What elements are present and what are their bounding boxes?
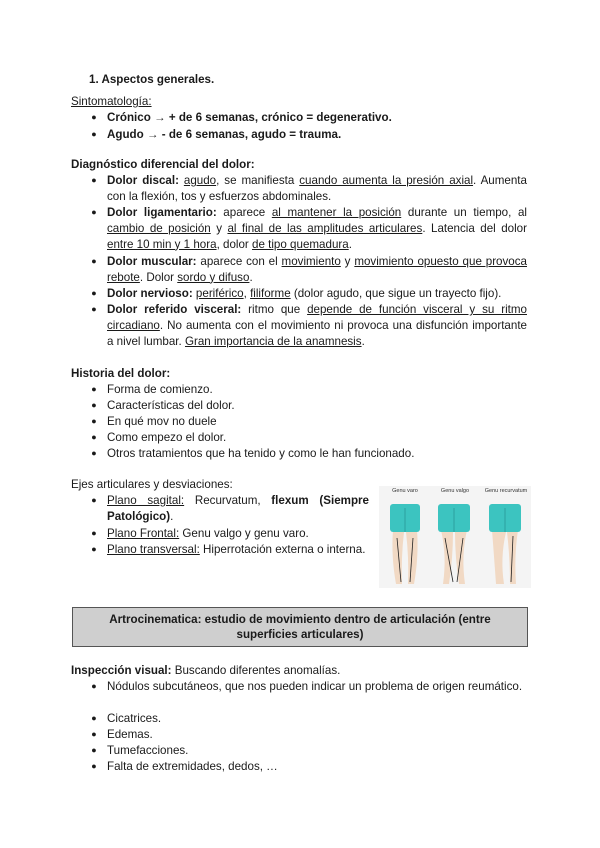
section-title: 1. Aspectos generales. [89,73,215,86]
historia-item: En qué mov no duele [107,415,217,428]
dolor-discal-item: Dolor discal: agudo, se manifiesta cuando aumenta la presión axial. Aumenta con la flexión, tos y esfuerzos abdominales. [107,174,527,203]
plano-transversal-label: Plano transversal: [107,543,200,556]
genu-recurvatum-drawing [489,504,521,584]
genu-valgo-drawing [438,504,470,584]
bullet-icon: ● [91,761,97,771]
plano-sagital-item: Plano sagital: Recurvatum, flexum (Siempre Patológico). [107,494,370,523]
inspeccion-item: Nódulos subcutáneos, que nos pueden indicar un problema de origen reumático. [107,680,523,693]
bullet-icon: ● [91,384,97,394]
bullet-icon: ● [91,112,97,122]
bullet-icon: ● [91,288,97,298]
bullet-icon: ● [91,256,97,266]
sintomatologia-label: Sintomatología: [71,95,152,108]
dolor-nervioso-label: Dolor nervioso: [107,287,193,300]
dolor-discal-label: Dolor discal: [107,174,179,187]
inspeccion-item: Falta de extremidades, dedos, … [107,760,278,773]
dolor-nervioso-item: Dolor nervioso: periférico, filiforme (dolor agudo, que sigue un trayecto fijo). [107,287,502,300]
inspeccion-item: Cicatrices. [107,712,162,725]
bullet-icon: ● [91,745,97,755]
genu-varo-drawing [390,504,420,584]
dolor-ligamentario-item: Dolor ligamentario: aparece al mantener la posición durante un tiempo, al cambio de posición y al final de las amplitudes articulares. Latencia del dolor entre 10 min y 1 hora, dolor de tipo quemadura. [107,206,527,251]
artrocinematica-heading: Artrocinematica: estudio de movimiento dentro de articulación (entre superficies articulares) [72,607,528,647]
dolor-visceral-item: Dolor referido visceral: ritmo que depende de función visceral y su ritmo circadiano. No aumenta con el movimiento ni provoca una disfunción importante a nivel lumbar. Gran importancia de la anamnesis. [107,303,527,348]
bullet-icon: ● [91,713,97,723]
bullet-icon: ● [91,129,97,139]
dolor-visceral-label: Dolor referido visceral: [107,303,242,316]
cronico-item: Crónico → + de 6 semanas, crónico = degenerativo. [107,111,392,124]
dolor-ligamentario-label: Dolor ligamentario: [107,206,217,219]
bullet-icon: ● [91,528,97,538]
historia-item: Características del dolor. [107,399,235,412]
legs-illustration [379,486,531,588]
inspeccion-item: Edemas. [107,728,153,741]
bullet-icon: ● [91,400,97,410]
bullet-icon: ● [91,681,97,691]
bullet-icon: ● [91,448,97,458]
bullet-icon: ● [91,416,97,426]
ejes-title: Ejes articulares y desviaciones: [71,478,233,491]
historia-item: Forma de comienzo. [107,383,213,396]
plano-frontal-label: Plano Frontal: [107,527,180,540]
historia-title: Historia del dolor: [71,367,171,380]
bullet-icon: ● [91,304,97,314]
bullet-icon: ● [91,432,97,442]
dolor-muscular-label: Dolor muscular: [107,255,197,268]
inspeccion-title: Inspección visual: Buscando diferentes anomalías. [71,664,341,677]
bullet-icon: ● [91,207,97,217]
inspeccion-item: Tumefacciones. [107,744,189,757]
diagnostico-title: Diagnóstico diferencial del dolor: [71,158,255,171]
bullet-icon: ● [91,544,97,554]
bullet-icon: ● [91,729,97,739]
plano-sagital-label: Plano sagital: [107,494,185,507]
historia-item: Como empezo el dolor. [107,431,227,444]
plano-frontal-item: Plano Frontal: Genu valgo y genu varo. [107,527,309,540]
figure-label-genu-recurvatum: Genu recurvatum [484,488,528,494]
figure-label-genu-varo: Genu varo [392,488,418,494]
bullet-icon: ● [91,495,97,505]
agudo-item: Agudo → - de 6 semanas, agudo = trauma. [107,128,342,141]
bullet-icon: ● [91,175,97,185]
plano-transversal-item: Plano transversal: Hiperrotación externa o interna. [107,543,366,556]
figure-label-genu-valgo: Genu valgo [440,488,470,494]
inspeccion-label: Inspección visual: [71,664,172,677]
knee-deviations-figure [379,486,531,588]
historia-item: Otros tratamientos que ha tenido y como le han funcionado. [107,447,415,460]
dolor-muscular-item: Dolor muscular: aparece con el movimiento y movimiento opuesto que provoca rebote. Dolor sordo y difuso. [107,255,527,284]
